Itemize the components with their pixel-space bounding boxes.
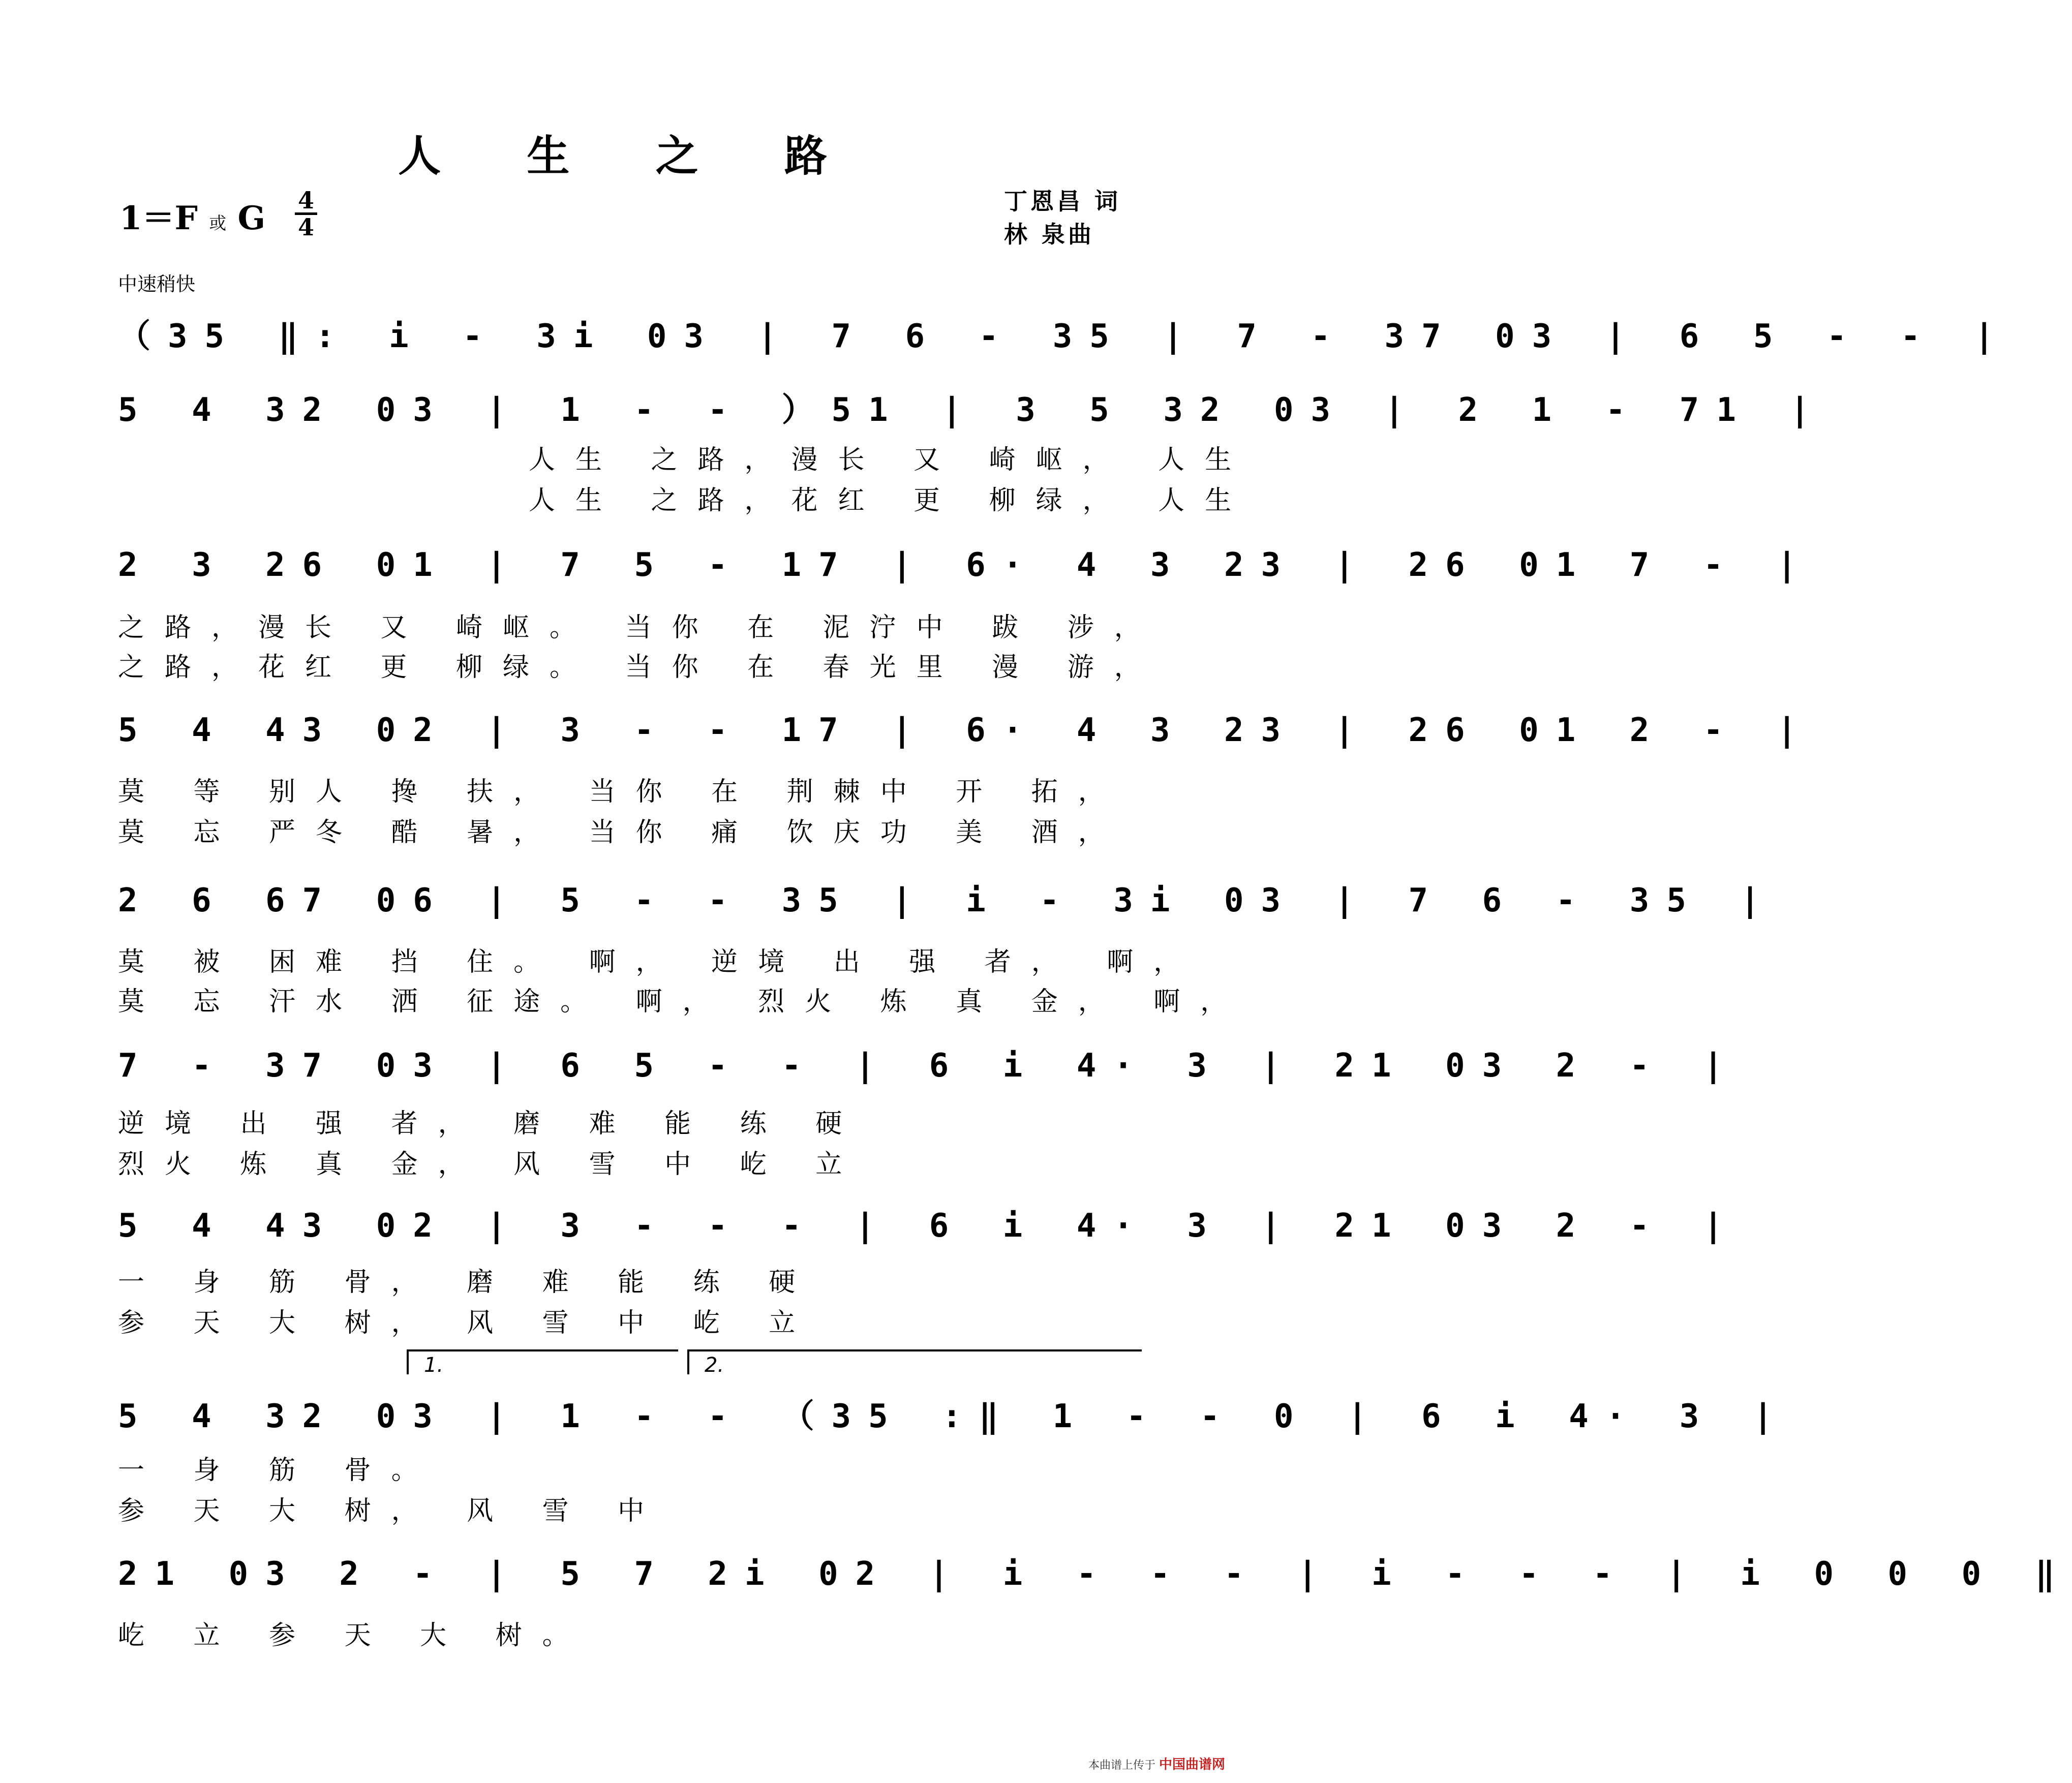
lyrics-system-5-verse-1: 莫 被 困难 挡 住。 啊， 逆境 出 强 者， 啊， (118, 947, 1201, 977)
lyrics-system-9-verse-1: 屹 立 参 天 大 树。 (118, 1620, 589, 1651)
site-footer (1088, 1754, 1225, 1773)
key-or: 或 (209, 213, 227, 234)
lyrics-system-4-verse-2: 莫 忘 严冬 酷 暑， 当你 痛 饮庆功 美 酒， (118, 817, 1125, 848)
footer-text: 本曲谱上传于 (1088, 1759, 1155, 1772)
lyricist-credit: 丁恩昌 词 (1004, 188, 1121, 215)
notes-system-9: 21 03 2 - | 5 7 2i 02 | i - - - | i - - - | i 0 0 0 ‖ (118, 1555, 2072, 1593)
time-bottom: 4 (297, 213, 314, 241)
lyrics-system-3-verse-1: 之路，漫长 又 崎岖。 当你 在 泥泞中 跋 涉， (118, 612, 1161, 643)
lyrics-system-6-verse-2: 烈火 炼 真 金， 风 雪 中 屹 立 (118, 1149, 863, 1180)
lyrics-system-3-verse-2: 之路，花红 更 柳绿。 当你 在 春光里 漫 游， (118, 652, 1161, 683)
volta-2-label: 2. (705, 1354, 724, 1377)
notes-system-1: （35 ‖: i - 3i 03 | 7 6 - 35 | 7 - 37 03 | 6 5 - - | (118, 318, 2012, 355)
tempo-marking: 中速稍快 (118, 273, 196, 295)
footer-brand: 中国曲谱网 (1159, 1757, 1225, 1772)
lyrics-system-2-verse-2: 人生 之路，花红 更 柳绿， 人生 (529, 485, 1252, 516)
volta-1-label: 1. (424, 1354, 444, 1377)
notes-system-7: 5 4 43 02 | 3 - - - | 6 i 4· 3 | 21 03 2 - | (118, 1207, 1741, 1245)
key-main: 1＝F (119, 199, 198, 237)
composer-credit: 林 泉曲 (1004, 221, 1095, 248)
time-top: 4 (297, 187, 314, 214)
lyrics-system-6-verse-1: 逆境 出 强 者， 磨 难 能 练 硬 (118, 1109, 863, 1139)
volta-bracket-2 (687, 1349, 1142, 1377)
notes-system-6: 7 - 37 03 | 6 5 - - | 6 i 4· 3 | 21 03 2 - | (118, 1047, 1741, 1085)
key-alt: G (237, 199, 266, 237)
lyrics-system-2-verse-1: 人生 之路，漫长 又 崎岖， 人生 (529, 445, 1252, 475)
notes-system-2: 5 4 32 03 | 1 - - ）51 | 3 5 32 03 | 2 1 - 71 | (118, 391, 1827, 429)
song-title: 人 生 之 路 (398, 131, 863, 181)
lyrics-system-4-verse-1: 莫 等 别人 搀 扶， 当你 在 荆棘中 开 拓， (118, 777, 1125, 807)
lyrics-system-7-verse-1: 一 身 筋 骨， 磨 难 能 练 硬 (118, 1267, 816, 1298)
notes-system-4: 5 4 43 02 | 3 - - 17 | 6· 4 3 23 | 26 01 2 - | (118, 712, 1814, 749)
lyrics-system-5-verse-2: 莫 忘 汗水 洒 征途。 啊， 烈火 炼 真 金， 啊， (118, 987, 1247, 1017)
volta-bracket-1 (407, 1349, 678, 1377)
notes-system-3: 2 3 26 01 | 7 5 - 17 | 6· 4 3 23 | 26 01 7 - | (118, 546, 1814, 584)
lyrics-system-8-verse-2: 参 天 大 树， 风 雪 中 (118, 1496, 665, 1526)
key-signature (119, 192, 265, 239)
time-signature (295, 187, 317, 241)
lyrics-system-8-verse-1: 一 身 筋 骨。 (118, 1455, 438, 1486)
lyrics-system-7-verse-2: 参 天 大 树， 风 雪 中 屹 立 (118, 1308, 816, 1338)
notes-system-5: 2 6 67 06 | 5 - - 35 | i - 3i 03 | 7 6 - 35 | (118, 882, 1777, 919)
notes-system-8: 5 4 32 03 | 1 - - （35 :‖ 1 - - 0 | 6 i 4· 3 | (118, 1398, 1790, 1435)
